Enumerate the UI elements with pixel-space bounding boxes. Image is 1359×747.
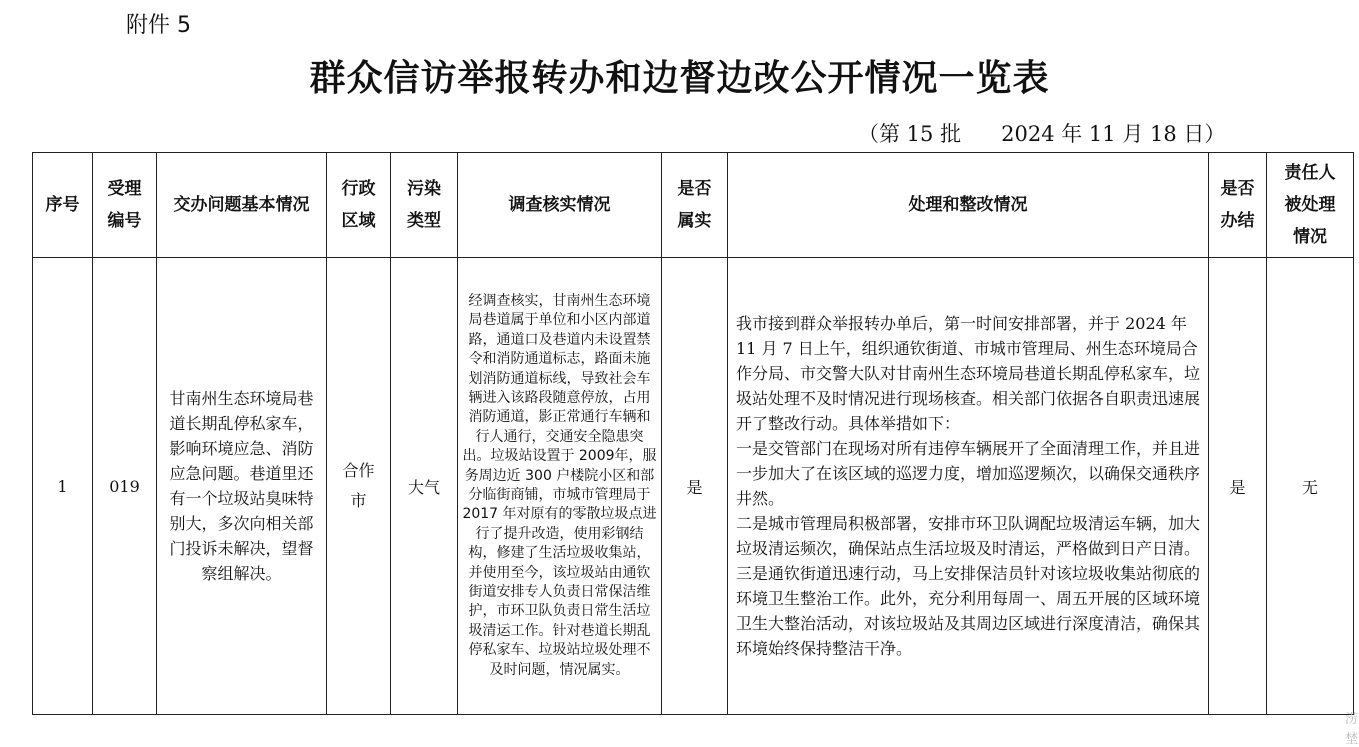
- petition-table: [32, 152, 1354, 715]
- header-seq: 序号: [33, 153, 93, 258]
- cell-accountability: 无: [1267, 258, 1354, 715]
- cell-seq: 1: [33, 258, 93, 715]
- handling-paragraph: 我市接到群众举报转办单后，第一时间安排部署，并于 2024 年 11 月 7 日上午，组织通钦街道、市城市管理局、州生态环境局合作分局、市交警大队对甘南州生态环境局巷道长期乱停私家车，垃圾站处理不及时情况进行现场核查。相关部门依据各自职责迅速展开了整改行动。具体举措如下：: [736, 314, 1201, 433]
- header-code: 受理 编号: [93, 153, 157, 258]
- header-closed: 是否 办结: [1209, 153, 1267, 258]
- handling-paragraph: 一是交管部门在现场对所有违停车辆展开了全面清理工作，并且进一步加大了在该区域的巡逻力度，增加巡逻频次，以确保交通秩序井然。: [736, 439, 1201, 508]
- cell-region: 合作 市: [327, 258, 391, 715]
- cell-code: 019: [93, 258, 157, 715]
- batch-date: （第 15 批 2024 年 11 月 18 日）: [858, 122, 1226, 146]
- header-accountability: 责任人 被处理 情况: [1267, 153, 1354, 258]
- handling-paragraph: 三是通钦街道迅速行动，马上安排保洁员针对该垃圾收集站彻底的环境卫生整治工作。此外，充分利用每周一、周五开展的区域环境卫生大整治活动，对该垃圾站及其周边区域进行深度清洁，确保其环境始终保持整洁干净。: [736, 564, 1201, 658]
- header-problem: 交办问题基本情况: [157, 153, 327, 258]
- margin-char: 涝: [1345, 712, 1359, 727]
- margin-char: 埜: [1345, 732, 1359, 747]
- cell-closed: 是: [1209, 258, 1267, 715]
- header-region: 行政 区域: [327, 153, 391, 258]
- header-row: [33, 153, 1354, 258]
- cell-verified: 是: [662, 258, 728, 715]
- header-investigation: 调查核实情况: [458, 153, 662, 258]
- cell-pollution: 大气: [391, 258, 458, 715]
- header-handling: 处理和整改情况: [728, 153, 1209, 258]
- attachment-label: 附件 5: [126, 13, 191, 38]
- cell-handling: [728, 258, 1209, 715]
- table-row: [33, 258, 1354, 715]
- page-title: 群众信访举报转办和边督边改公开情况一览表: [309, 57, 1050, 99]
- cell-problem: 甘南州生态环境局巷道长期乱停私家车，影响环境应急、消防应急问题。巷道里还有一个垃圾站臭味特别大，多次向相关部门投诉未解决，望督察组解决。: [157, 258, 327, 715]
- header-pollution: 污染 类型: [391, 153, 458, 258]
- handling-paragraph: 二是城市管理局积极部署，安排市环卫队调配垃圾清运车辆，加大垃圾清运频次，确保站点生活垃圾及时清运，严格做到日产日清。: [736, 514, 1201, 558]
- cell-investigation: 经调查核实，甘南州生态环境局巷道属于单位和小区内部道路，通道口及巷道内未设置禁令和消防通道标志，路面未施划消防通道标线，导致社会车辆进入该路段随意停放，占用消防通道，影正常通行车辆和行人通行，交通安全隐患突出。垃圾站设置于 2009年，服务周边近 300 户楼院小区和部分临街商铺，市城市管理局于 2017 年对原有的零散垃圾点进行了提升改造，使用彩钢结构，修建了生活垃圾收集站，并使用至今，该垃圾站由通钦街道安排专人负责日常保洁维护，市环卫队负责日常生活垃圾清运工作。针对巷道长期乱停私家车、垃圾站垃圾处理不及时问题，情况属实。: [458, 258, 662, 715]
- header-verified: 是否 属实: [662, 153, 728, 258]
